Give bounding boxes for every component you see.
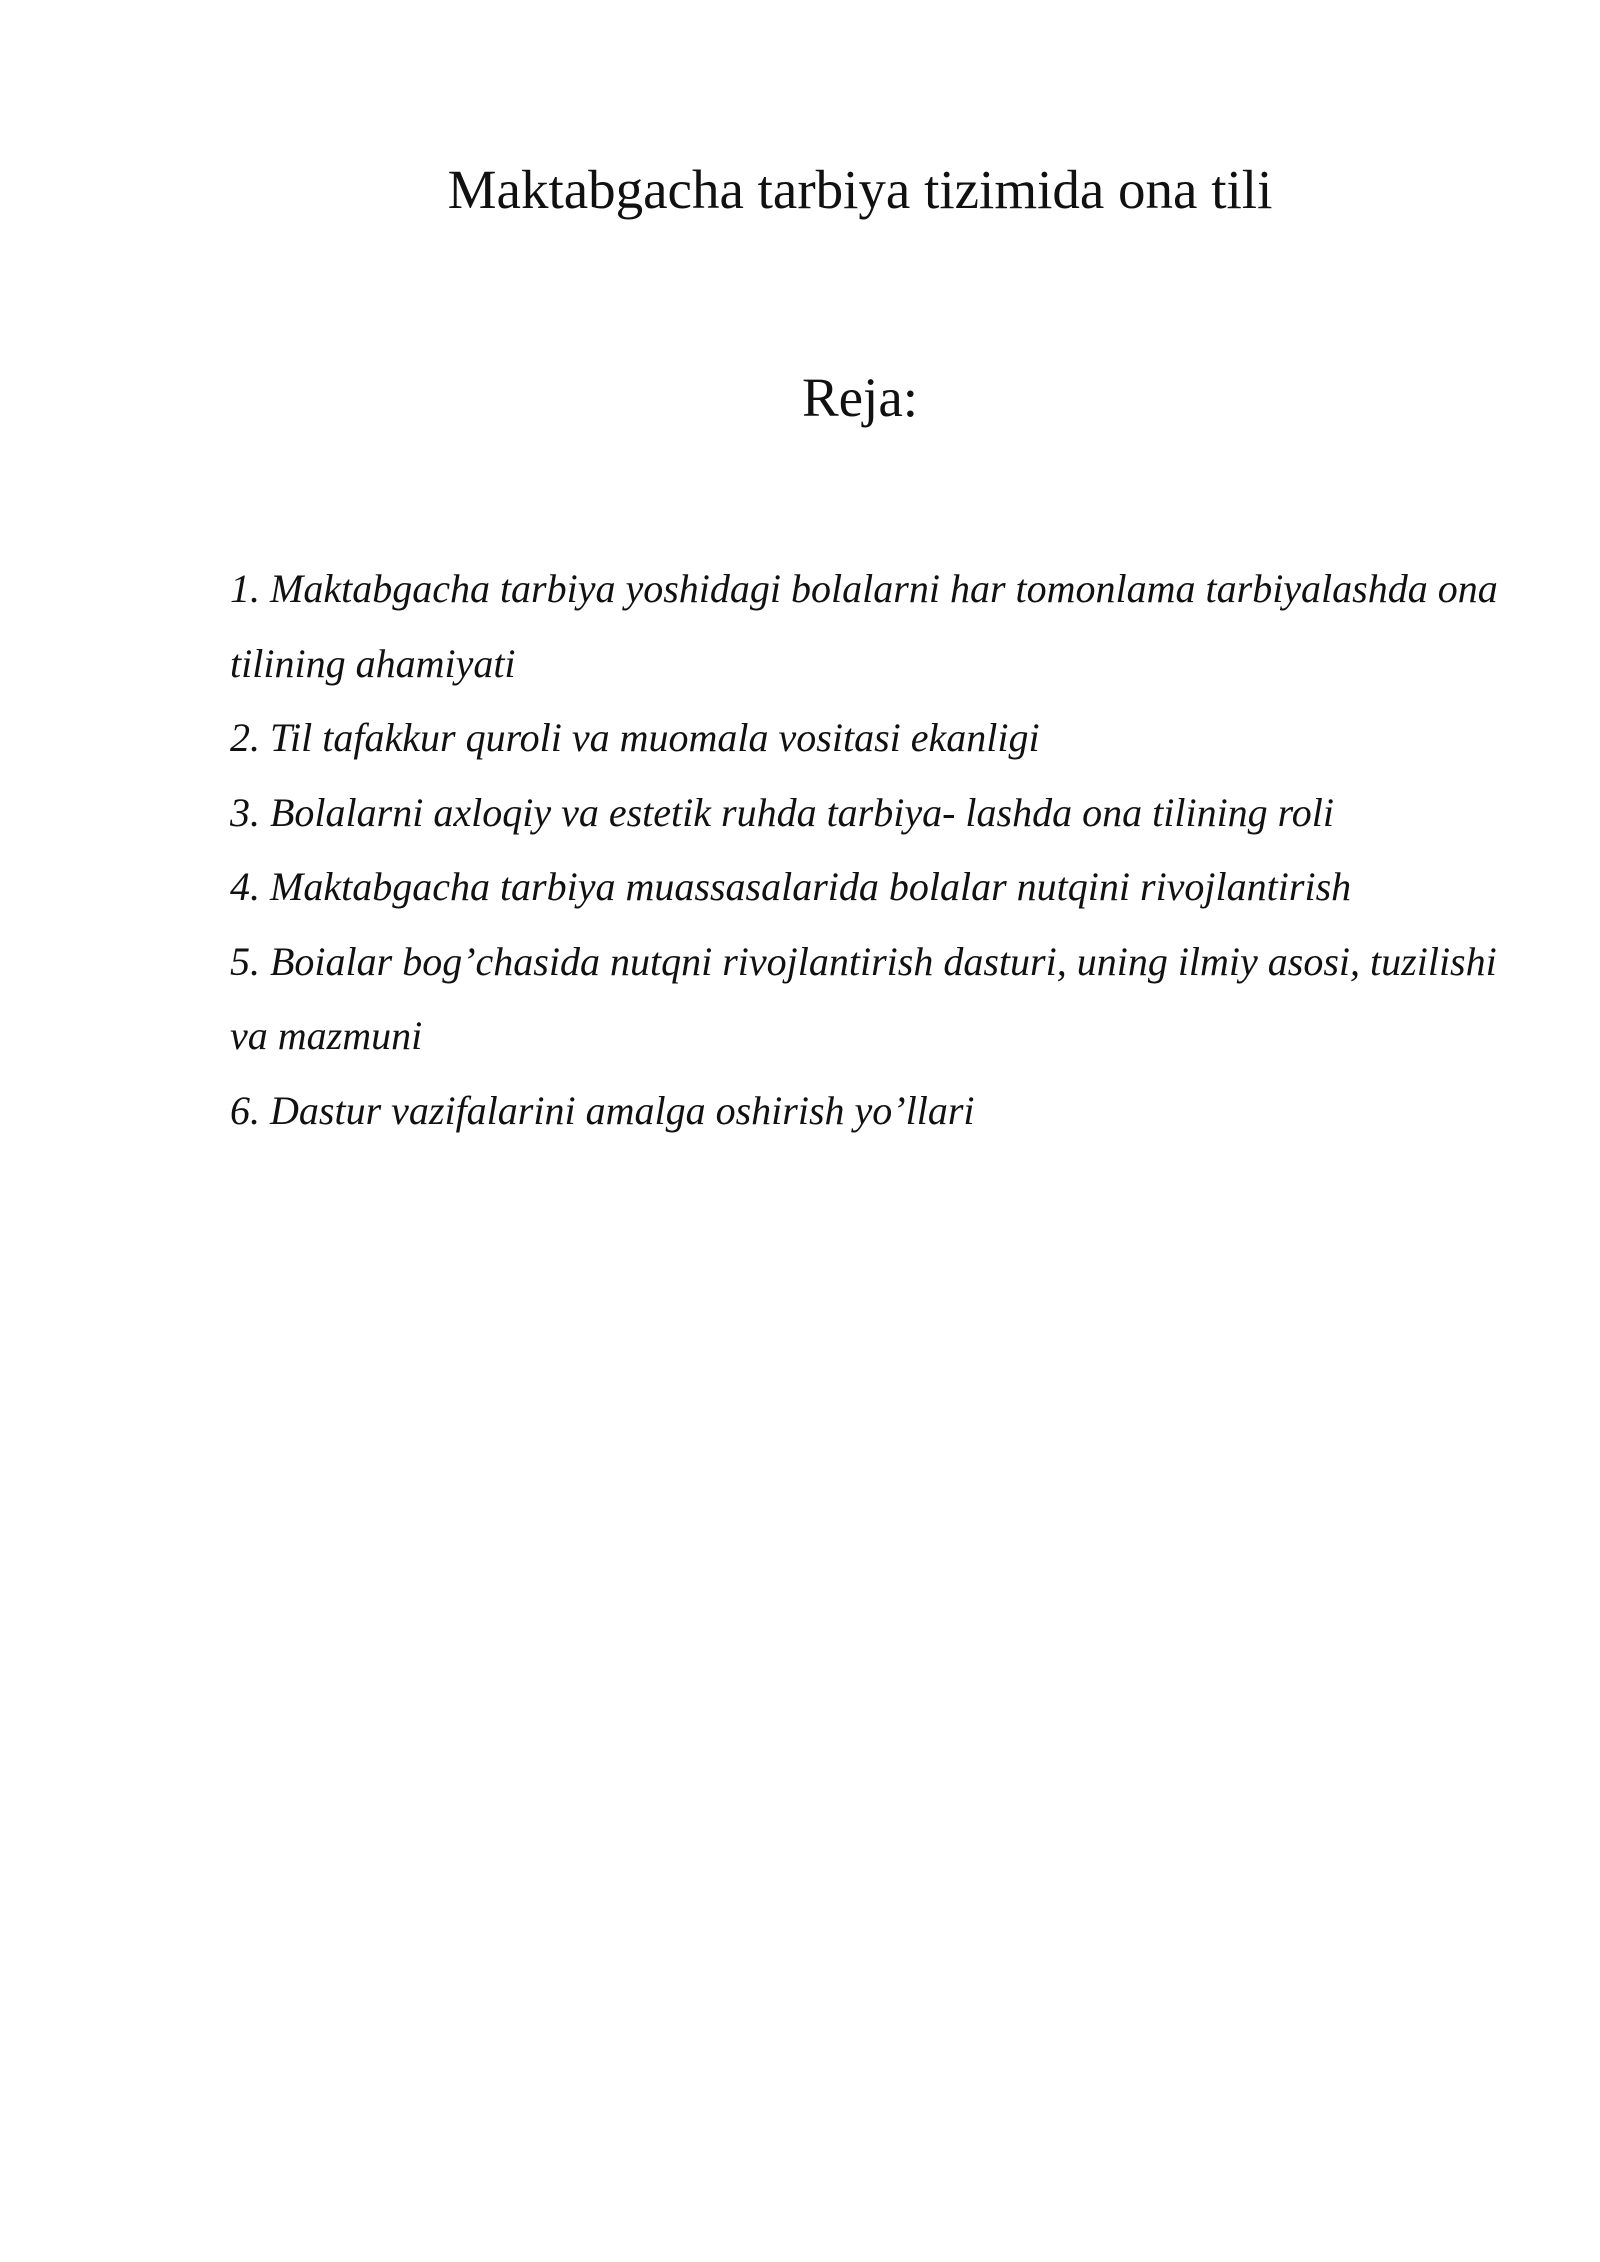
plan-list: [230, 552, 1530, 1148]
plan-heading: Reja:: [801, 367, 919, 428]
plan-item: 3. Bolalarni axloqiy va estetik ruhda tarbiya- lashda ona tilining roli: [230, 789, 1334, 835]
plan-item: 1. Maktabgacha tarbiya yoshidagi bolalarni har tomonlama tarbiyalashda ona tilining ahamiyati: [230, 566, 1498, 686]
plan-item: 6. Dastur vazifalarini amalga oshirish yo’llari: [230, 1087, 975, 1133]
plan-item: 5. Boialar bog’chasida nutqni rivojlantirish dasturi, uning ilmiy asosi, tuzilishi va mazmuni: [230, 938, 1497, 1058]
plan-item: 4. Maktabgacha tarbiya muassasalarida bolalar nutqini rivojlantirish: [230, 864, 1352, 909]
document-title: Maktabgacha tarbiya tizimida ona tili: [447, 159, 1273, 220]
plan-item: 2. Til tafakkur quroli va muomala vositasi ekanligi: [230, 715, 1040, 760]
